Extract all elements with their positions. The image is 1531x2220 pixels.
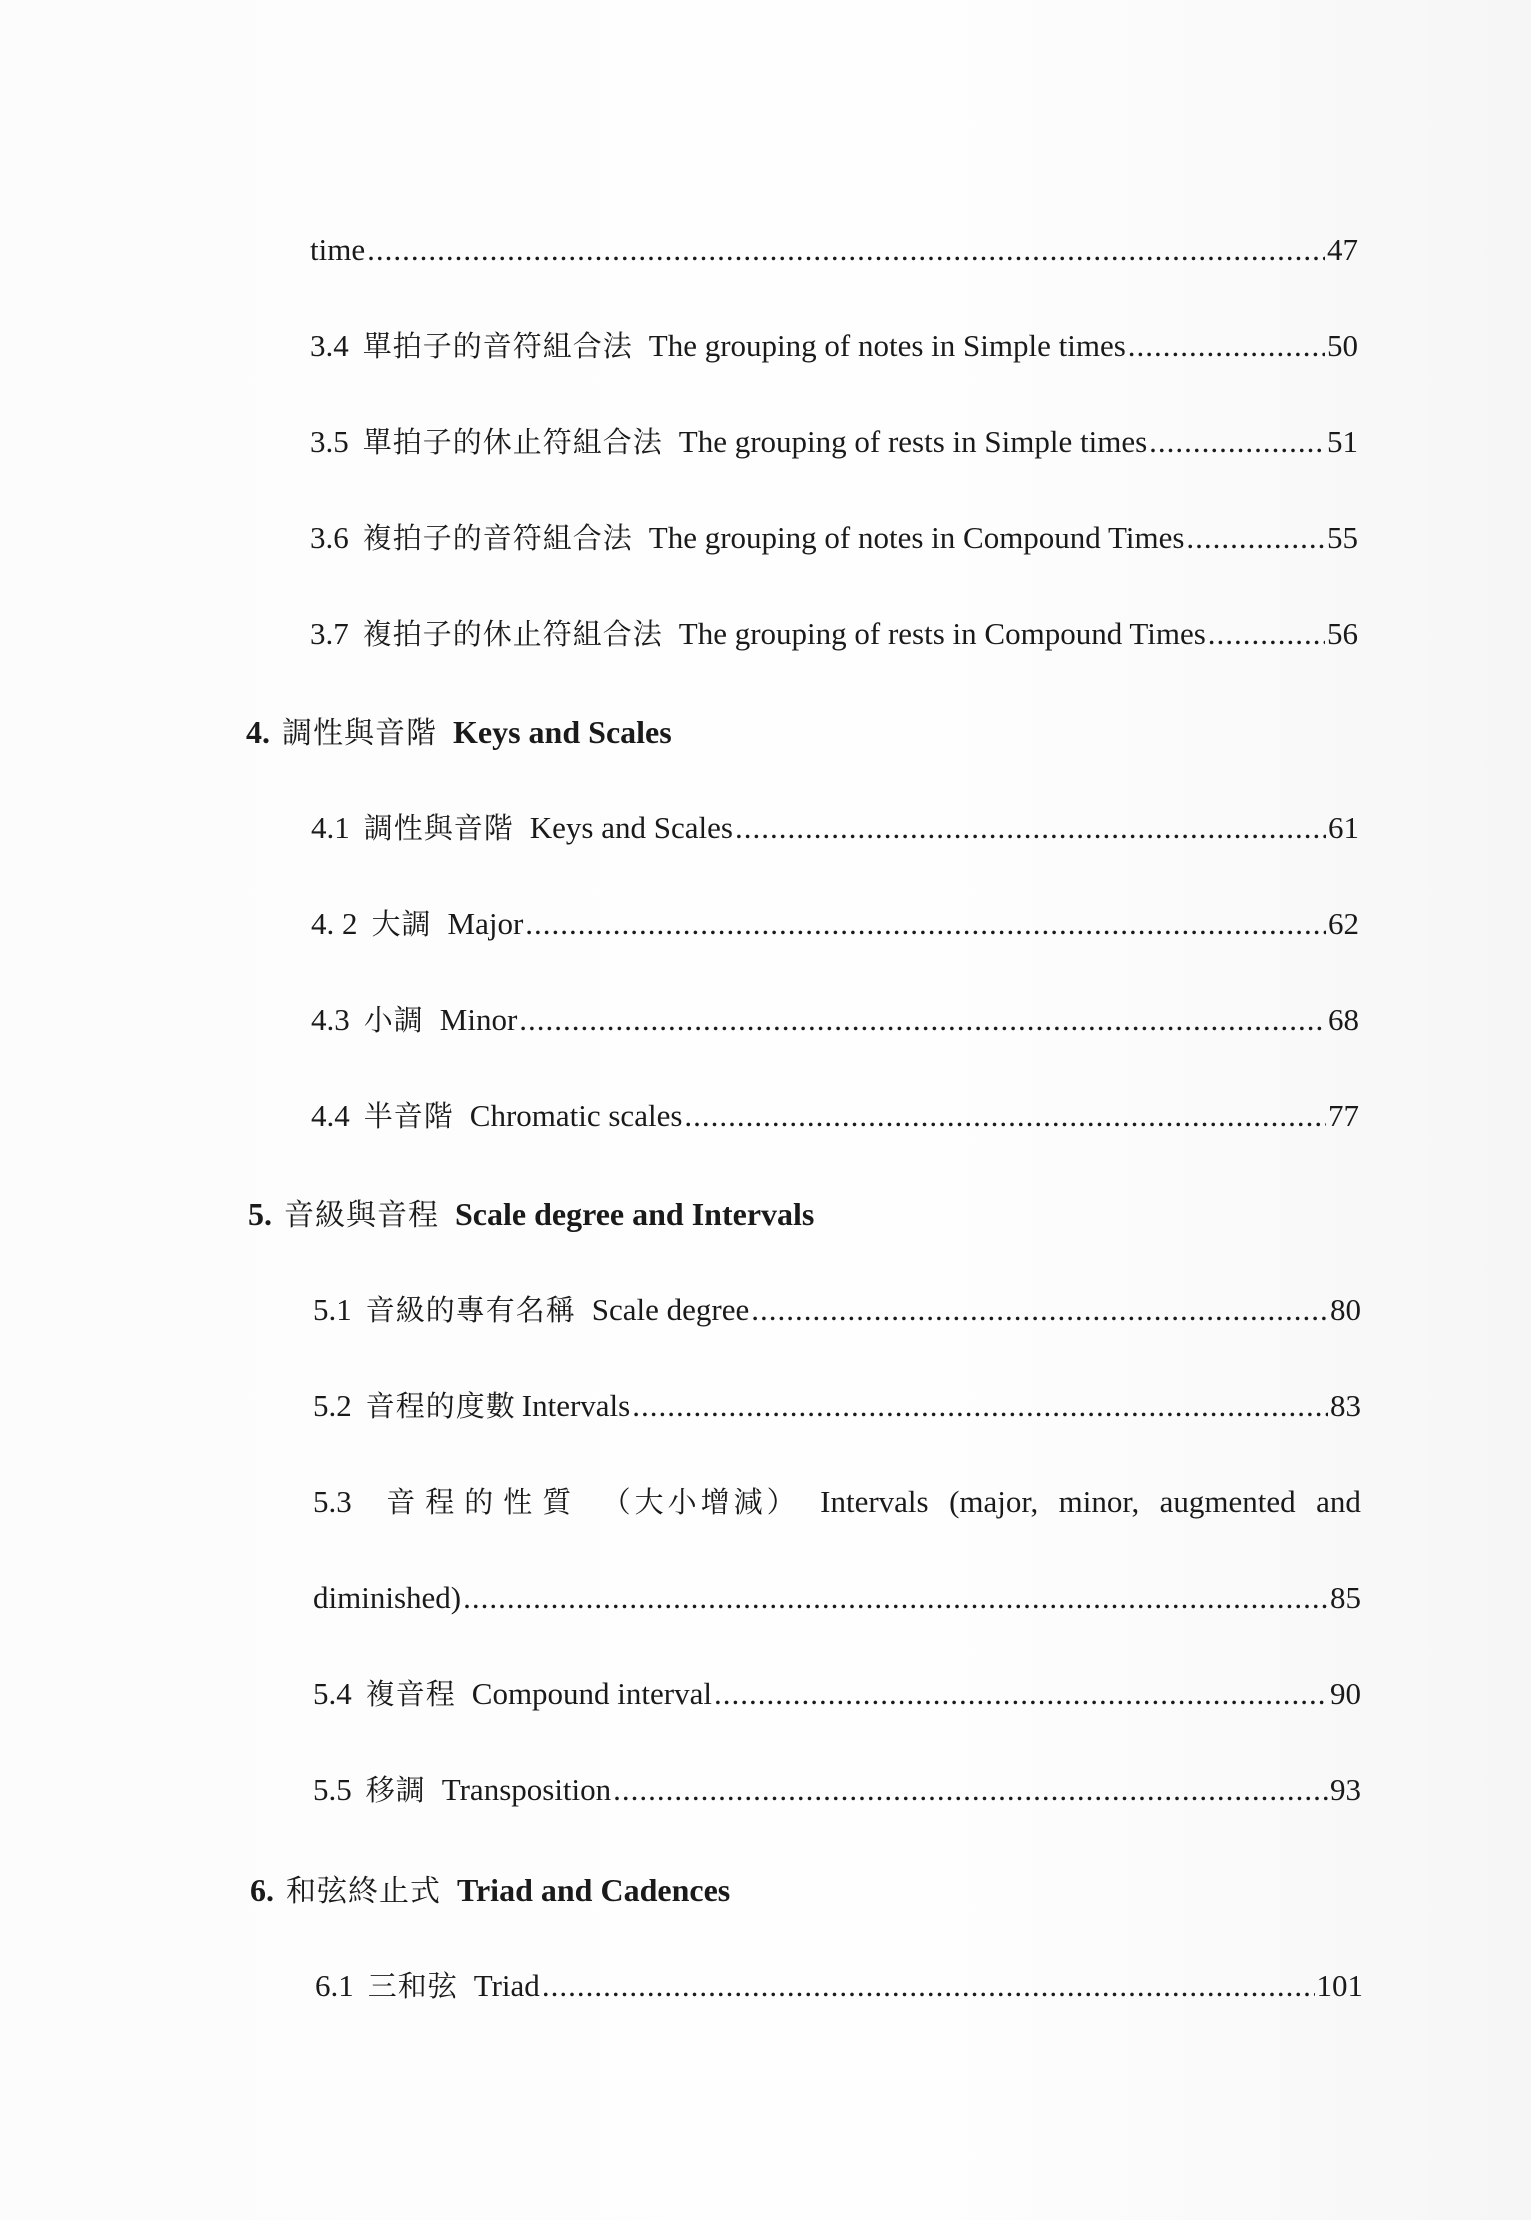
english-word: and (1316, 1484, 1361, 1519)
english-title: Triad (473, 1968, 540, 2003)
english-title: Intervals (521, 1388, 631, 1423)
chapter-number: 5. (248, 1196, 272, 1232)
chinese-title: 單拍子的音符組合法 (362, 329, 633, 363)
toc-entry-justified (313, 1482, 1361, 1522)
chinese-title: 複拍子的音符組合法 (362, 521, 633, 555)
toc-entry (310, 614, 1358, 654)
english-title: The grouping of notes in Compound Times (648, 520, 1185, 555)
toc-entry (310, 518, 1358, 558)
chinese-title: 調性與音階 (363, 811, 514, 845)
chinese-title: 單拍子的休止符組合法 (362, 425, 663, 459)
chinese-title: 半音階 (363, 1099, 454, 1133)
toc-entry (313, 1674, 1361, 1714)
section-number: 6.1 (315, 1968, 354, 2003)
chapter-heading (250, 1870, 730, 1912)
section-number: 5.3 (313, 1484, 352, 1519)
chinese-parenthetical: （大小增減） (601, 1485, 800, 1519)
english-title: The grouping of notes in Simple times (648, 328, 1126, 363)
english-title: Transposition (441, 1772, 612, 1807)
english-word: augmented (1159, 1484, 1296, 1519)
chinese-title: 調性與音階 (282, 716, 437, 751)
toc-entry (310, 422, 1358, 462)
section-number: 5.4 (313, 1676, 352, 1711)
toc-entry (310, 326, 1358, 366)
english-word: (major, (949, 1484, 1039, 1519)
chapter-number: 4. (246, 714, 270, 750)
chinese-title: 三和弦 (367, 1969, 458, 2003)
page-number: 51 (1327, 424, 1358, 459)
dot-leader (463, 1578, 1328, 1618)
page-number: 101 (1316, 1968, 1363, 2003)
page-number: 90 (1330, 1676, 1361, 1711)
english-title: Scale degree (591, 1292, 750, 1327)
chapter-heading (246, 712, 672, 754)
dot-leader (714, 1674, 1328, 1714)
section-number: 5.2 (313, 1388, 352, 1423)
chinese-title: 音程的性質 (386, 1485, 582, 1519)
page-number: 93 (1330, 1772, 1361, 1807)
chinese-title: 音程的度數 (365, 1389, 516, 1423)
dot-leader (613, 1770, 1328, 1810)
chinese-title: 大調 (371, 907, 432, 941)
page-number: 47 (1327, 232, 1358, 267)
english-title: Chromatic scales (469, 1098, 683, 1133)
toc-entry (311, 1000, 1359, 1040)
toc-entry (313, 1386, 1361, 1426)
chinese-title: 複音程 (365, 1677, 456, 1711)
toc-entry (311, 904, 1359, 944)
english-title: Minor (439, 1002, 518, 1037)
section-number: 4. 2 (311, 906, 358, 941)
page-number: 50 (1327, 328, 1358, 363)
page-number: 77 (1328, 1098, 1359, 1133)
section-number: 3.5 (310, 424, 349, 459)
dot-leader (1149, 422, 1325, 462)
dot-leader (1128, 326, 1325, 366)
english-word: minor, (1058, 1484, 1140, 1519)
dot-leader (684, 1096, 1326, 1136)
english-title: Keys and Scales (453, 714, 672, 750)
dot-leader (542, 1966, 1315, 2006)
page-number: 61 (1328, 810, 1359, 845)
page-number: 55 (1327, 520, 1358, 555)
toc-entry (310, 230, 1358, 270)
english-title: Major (447, 906, 524, 941)
english-title: Compound interval (471, 1676, 712, 1711)
entry-title: time (310, 232, 366, 267)
english-title: The grouping of rests in Compound Times (678, 616, 1206, 651)
page-number: 68 (1328, 1002, 1359, 1037)
chinese-title: 音級與音程 (284, 1198, 439, 1233)
toc-entry (313, 1578, 1361, 1618)
section-number: 3.4 (310, 328, 349, 363)
dot-leader (367, 230, 1325, 270)
section-number: 3.7 (310, 616, 349, 651)
dot-leader (632, 1386, 1328, 1426)
chapter-heading (248, 1194, 814, 1236)
toc-entry (311, 808, 1359, 848)
toc-entry (313, 1770, 1361, 1810)
chapter-number: 6. (250, 1872, 274, 1908)
chinese-title: 移調 (365, 1773, 426, 1807)
dot-leader (519, 1000, 1326, 1040)
page-number: 56 (1327, 616, 1358, 651)
page-number: 62 (1328, 906, 1359, 941)
section-number: 4.1 (311, 810, 350, 845)
chinese-title: 音級的專有名稱 (365, 1293, 576, 1327)
toc-entry (311, 1096, 1359, 1136)
english-title: Keys and Scales (529, 810, 733, 845)
entry-title-continuation: diminished) (313, 1580, 462, 1615)
section-number: 3.6 (310, 520, 349, 555)
dot-leader (751, 1290, 1328, 1330)
page-number: 80 (1330, 1292, 1361, 1327)
english-title: The grouping of rests in Simple times (678, 424, 1148, 459)
toc-entry (315, 1966, 1363, 2006)
english-title: Scale degree and Intervals (455, 1196, 815, 1232)
page-number: 83 (1330, 1388, 1361, 1423)
english-title: Triad and Cadences (457, 1872, 731, 1908)
page-number: 85 (1330, 1580, 1361, 1615)
chinese-title: 複拍子的休止符組合法 (362, 617, 663, 651)
section-number: 5.5 (313, 1772, 352, 1807)
toc-entry (313, 1290, 1361, 1330)
dot-leader (1186, 518, 1325, 558)
section-number: 4.4 (311, 1098, 350, 1133)
english-word: Intervals (820, 1484, 929, 1519)
section-number: 4.3 (311, 1002, 350, 1037)
dot-leader (525, 904, 1326, 944)
chinese-title: 小調 (363, 1003, 424, 1037)
section-number: 5.1 (313, 1292, 352, 1327)
dot-leader (735, 808, 1326, 848)
chinese-title: 和弦終止式 (286, 1874, 441, 1909)
dot-leader (1208, 614, 1325, 654)
